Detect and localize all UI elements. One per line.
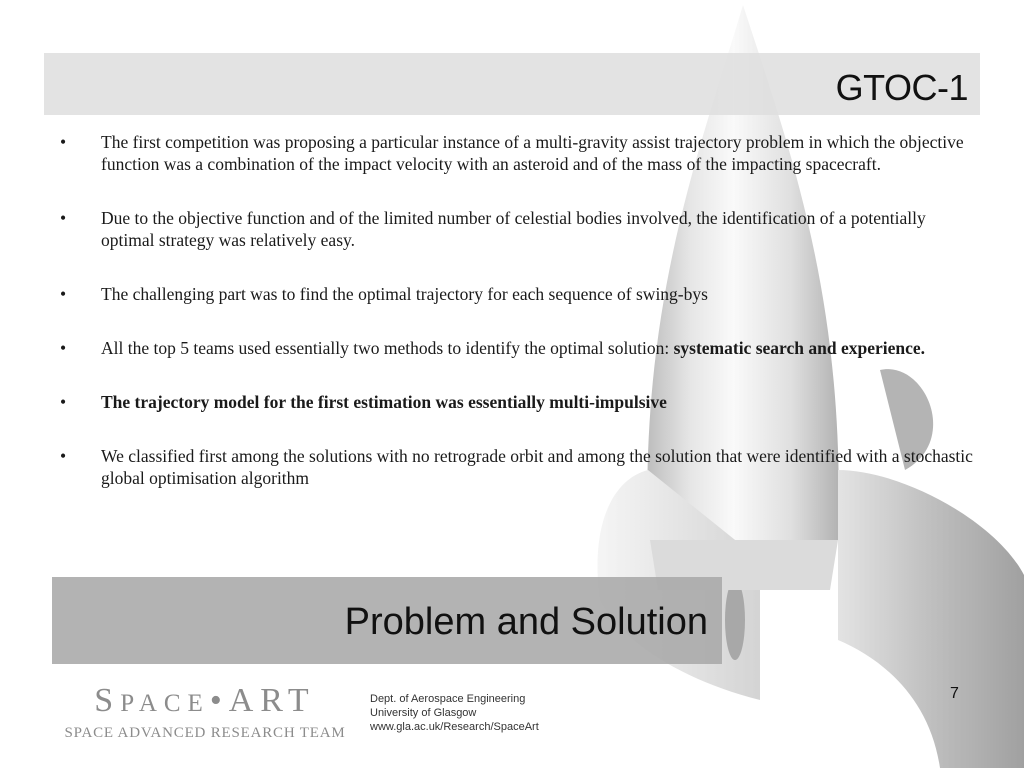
- department-line: Dept. of Aerospace Engineering: [370, 693, 526, 705]
- section-banner: [52, 577, 722, 664]
- page-number: 7: [950, 685, 959, 702]
- bullet-text: Due to the objective function and of the limited number of celestial bodies involved, the identification of a potentially optimal strategy was relatively easy.: [101, 208, 926, 250]
- logo-letters-art: ART: [228, 682, 316, 719]
- title-bar: [44, 53, 980, 115]
- logo-letter: S: [94, 682, 121, 719]
- bullet-text: The challenging part was to find the optimal trajectory for each sequence of swing-bys: [101, 284, 708, 304]
- bullet-text: All the top 5 teams used essentially two methods to identify the optimal solution:: [101, 338, 674, 358]
- bullet-marker: •: [60, 284, 67, 304]
- section-subtitle: Problem and Solution: [344, 601, 708, 643]
- bullet-item: [56, 207, 976, 251]
- bullet-item: [56, 283, 976, 305]
- bullet-marker: •: [60, 132, 67, 152]
- logo-tagline: SPACE ADVANCED RESEARCH TEAM: [64, 725, 346, 741]
- bullet-marker: •: [60, 208, 67, 228]
- logo-wordmark: [60, 682, 350, 723]
- bullet-bold-text: systematic search and experience.: [673, 338, 926, 358]
- university-line: University of Glasgow: [370, 707, 477, 719]
- bullet-item: [56, 337, 976, 359]
- bullet-bold-text: The trajectory model for the first estimation was essentially multi-impulsive: [101, 392, 667, 412]
- bullet-text: We classified first among the solutions with no retrograde orbit and among the solution that were identified with a stochastic global optimisation algorithm: [101, 446, 973, 488]
- website-line: www.gla.ac.uk/Research/SpaceArt: [370, 721, 539, 733]
- bullet-item: [56, 391, 976, 413]
- bullet-item: [56, 131, 976, 175]
- bullet-marker: •: [60, 338, 67, 358]
- logo-letters: PACE: [120, 690, 210, 717]
- bullet-item: [56, 445, 976, 489]
- bullet-list: [56, 131, 976, 521]
- department-info: [370, 692, 539, 734]
- bullet-marker: •: [60, 392, 67, 412]
- space-art-logo: [60, 682, 360, 742]
- logo-separator: •: [209, 682, 229, 719]
- bullet-text: The first competition was proposing a particular instance of a multi-gravity assist trajectory problem in which the objective function was a combination of the impact velocity with an asteroid and of the mass of the impacting spacecraft.: [101, 132, 964, 174]
- slide-title: GTOC-1: [835, 67, 968, 108]
- bullet-marker: •: [60, 446, 67, 466]
